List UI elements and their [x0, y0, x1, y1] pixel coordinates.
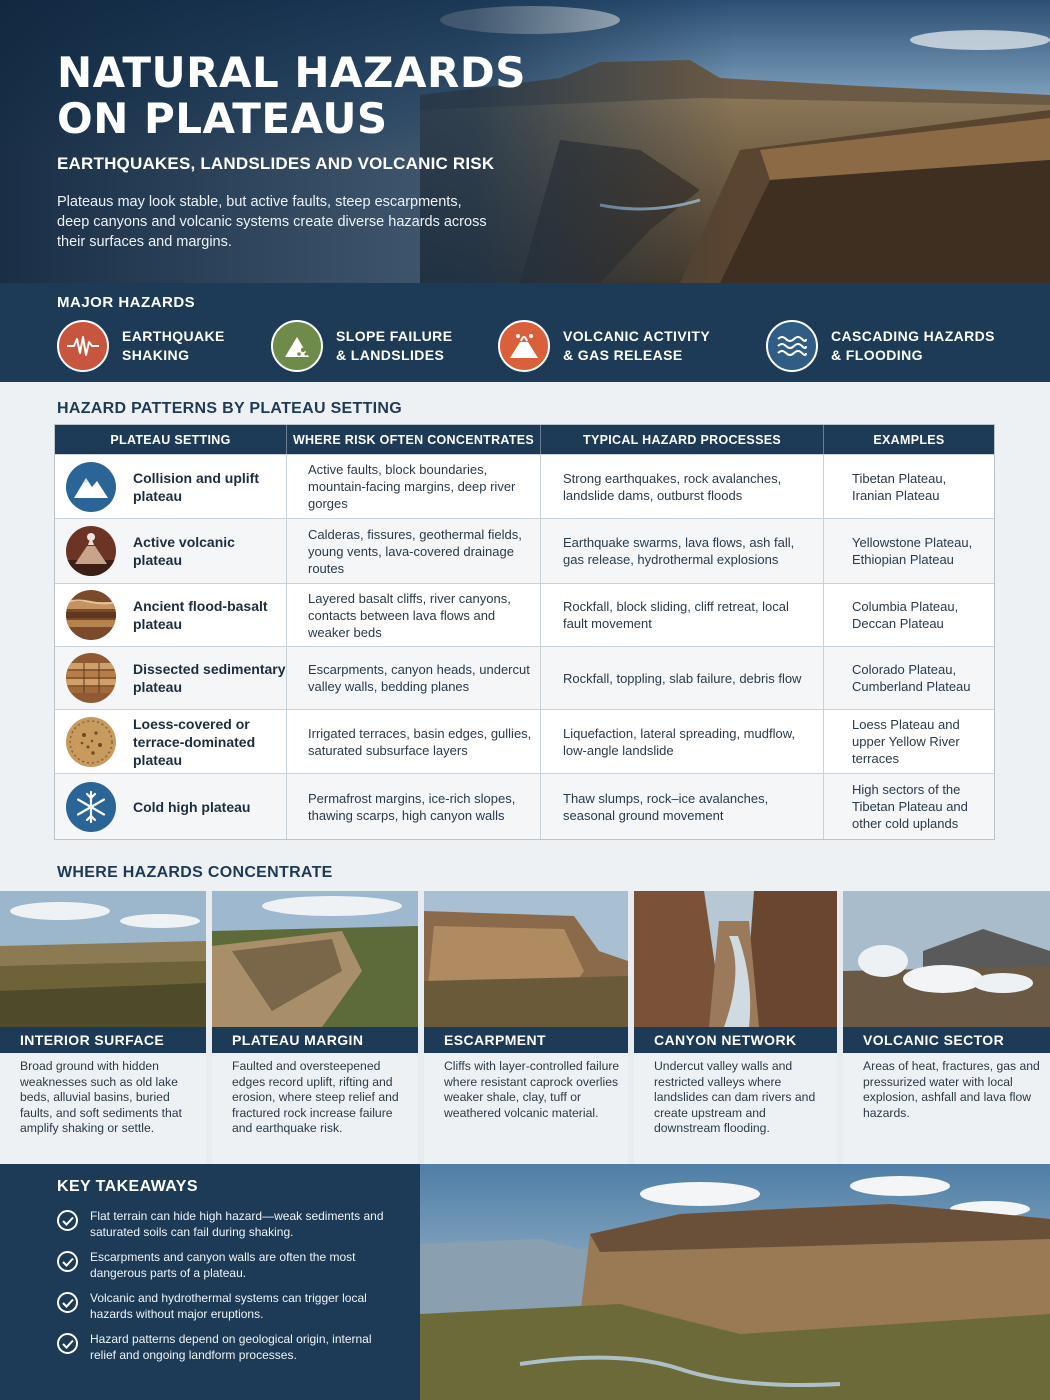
landslide-icon — [271, 320, 323, 372]
table-row — [55, 646, 994, 709]
column-header: WHERE RISK OFTEN CONCENTRATES — [287, 425, 541, 454]
volcanic-sector-photo — [843, 891, 1050, 1027]
check-icon — [57, 1333, 78, 1354]
table-row — [55, 454, 994, 518]
hazard-label: & LANDSLIDES — [336, 347, 445, 363]
hazard-landslide — [271, 320, 486, 372]
zone-label: PLATEAU MARGIN — [212, 1027, 418, 1053]
loess-icon — [66, 717, 116, 767]
takeaway-text: Volcanic and hydrothermal systems can trigger local hazards without major eruptions. — [90, 1291, 367, 1321]
zone-label: VOLCANIC SECTOR — [843, 1027, 1050, 1053]
zone-description: Cliffs with layer-controlled failure where resistant caprock overlies weaker shale, clay, tuff or weathered volcanic material. — [444, 1059, 620, 1120]
plateau-setting-name: Loess-covered or terrace-dominated plateau — [133, 715, 256, 768]
plateau-setting-name: Collision and uplift plateau — [133, 469, 259, 504]
hazard-process-cell: Rockfall, block sliding, cliff retreat, local fault movement — [541, 584, 824, 646]
zone-label: INTERIOR SURFACE — [0, 1027, 206, 1053]
risk-location-cell: Active faults, block boundaries, mountain-facing margins, deep river gorges — [287, 455, 541, 518]
risk-location-cell: Escarpments, canyon heads, undercut valley walls, bedding planes — [287, 647, 541, 709]
volcano-icon — [498, 320, 550, 372]
check-icon — [57, 1251, 78, 1272]
table-row — [55, 773, 994, 839]
volcano-icon — [66, 526, 116, 576]
risk-location-cell: Permafrost margins, ice-rich slopes, thawing scarps, high canyon walls — [287, 774, 541, 839]
risk-location-cell: Irrigated terraces, basin edges, gullies, saturated subsurface layers — [287, 710, 541, 773]
zone-label: CANYON NETWORK — [634, 1027, 837, 1053]
examples-cell: Tibetan Plateau, Iranian Plateau — [852, 470, 947, 503]
plateau-setting-name: Ancient flood-basalt plateau — [133, 598, 268, 632]
hazard-patterns-table — [54, 424, 995, 840]
concentrate-section-title: WHERE HAZARDS CONCENTRATE — [57, 864, 333, 881]
interior-surface-photo — [0, 891, 206, 1027]
hazard-label: & FLOODING — [831, 347, 923, 363]
hazard-label: SHAKING — [122, 347, 190, 363]
zone-panel-volcanic — [843, 891, 1050, 1164]
waves-icon — [766, 320, 818, 372]
page-title: NATURAL HAZARDS ON PLATEAUS — [57, 48, 526, 143]
mountain-icon — [66, 462, 116, 512]
risk-location-cell: Layered basalt cliffs, river canyons, contacts between lava flows and weaker beds — [287, 584, 541, 646]
hazard-label: CASCADING HAZARDS — [831, 328, 995, 344]
zone-description: Undercut valley walls and restricted valleys where landslides can dam rivers and create upstream and downstream flooding. — [654, 1059, 816, 1135]
examples-cell: Colorado Plateau, Cumberland Plateau — [852, 662, 971, 694]
check-icon — [57, 1210, 78, 1231]
key-takeaways-title: KEY TAKEAWAYS — [57, 1178, 198, 1195]
page-subtitle: EARTHQUAKES, LANDSLIDES AND VOLCANIC RISK — [57, 154, 495, 173]
zone-description: Faulted and oversteepened edges record uplift, rifting and erosion, where steep relief and fractured rock increase failure and earthquake risk. — [232, 1059, 399, 1135]
zone-label: ESCARPMENT — [424, 1027, 628, 1053]
zone-panel-escarpment — [424, 891, 628, 1164]
plateau-setting-name: Dissected sedimentary plateau — [133, 661, 286, 695]
takeaway-text: Flat terrain can hide high hazard—weak sediments and saturated soils can fail during shaking. — [90, 1209, 384, 1239]
takeaway-item — [57, 1290, 397, 1322]
basalt-layers-icon — [66, 590, 116, 640]
table-row — [55, 518, 994, 583]
sediment-layers-icon — [66, 653, 116, 703]
hazard-earthquake — [57, 320, 272, 372]
plateau-setting-name: Cold high plateau — [133, 798, 251, 815]
takeaway-item — [57, 1331, 397, 1363]
column-header: EXAMPLES — [873, 432, 945, 447]
table-header — [55, 425, 994, 454]
takeaway-text: Hazard patterns depend on geological origin, internal relief and ongoing landform processes. — [90, 1332, 372, 1362]
zone-panel-canyon — [634, 891, 837, 1164]
table-row — [55, 709, 994, 773]
examples-cell: Loess Plateau and upper Yellow River terraces — [852, 717, 960, 766]
major-hazards-bar — [0, 283, 1050, 382]
takeaway-item — [57, 1249, 397, 1281]
key-takeaways-panel — [0, 1164, 420, 1400]
table-section-title: HAZARD PATTERNS BY PLATEAU SETTING — [57, 400, 403, 417]
examples-cell: Yellowstone Plateau, Ethiopian Plateau — [852, 535, 973, 567]
hazard-label: SLOPE FAILURE — [336, 328, 453, 344]
hazard-zones-panels — [0, 891, 1050, 1164]
risk-location-cell: Calderas, fissures, geothermal fields, young vents, lava-covered drainage routes — [287, 519, 541, 583]
hazard-cascading — [766, 320, 1011, 372]
examples-cell: Columbia Plateau, Deccan Plateau — [852, 599, 959, 631]
takeaway-item — [57, 1208, 397, 1240]
hazard-process-cell: Rockfall, toppling, slab failure, debris flow — [541, 647, 824, 709]
snowflake-icon — [66, 782, 116, 832]
takeaway-text: Escarpments and canyon walls are often the most dangerous parts of a plateau. — [90, 1250, 356, 1280]
major-hazards-title: MAJOR HAZARDS — [57, 294, 196, 311]
zone-panel-interior — [0, 891, 206, 1164]
plateau-setting-name: Active volcanic plateau — [133, 534, 235, 568]
hero-banner — [0, 0, 1050, 283]
hazard-label: VOLCANIC ACTIVITY — [563, 328, 711, 344]
canyon-network-photo — [634, 891, 837, 1027]
zone-description: Areas of heat, fractures, gas and pressurized water with local explosion, ashfall and lava flow hazards. — [863, 1059, 1040, 1120]
zone-panel-margin — [212, 891, 418, 1164]
escarpment-photo — [424, 891, 628, 1027]
hazard-process-cell: Thaw slumps, rock–ice avalanches, seasonal ground movement — [541, 774, 824, 839]
examples-cell: High sectors of the Tibetan Plateau and other cold uplands — [852, 782, 968, 831]
seismograph-icon — [57, 320, 109, 372]
hazard-label: & GAS RELEASE — [563, 347, 683, 363]
hazard-process-cell: Liquefaction, lateral spreading, mudflow, low-angle landslide — [541, 710, 824, 773]
hazard-label: EARTHQUAKE — [122, 328, 225, 344]
column-header: PLATEAU SETTING — [55, 425, 287, 454]
plateau-landscape-bottom-photo — [420, 1164, 1050, 1400]
hazard-process-cell: Strong earthquakes, rock avalanches, landslide dams, outburst floods — [541, 455, 824, 518]
intro-paragraph: Plateaus may look stable, but active faults, steep escarpments, deep canyons and volcanic systems create diverse hazards across their surfaces and margins. — [57, 194, 487, 250]
hazard-process-cell: Earthquake swarms, lava flows, ash fall, gas release, hydrothermal explosions — [541, 519, 824, 583]
plateau-margin-photo — [212, 891, 418, 1027]
zone-description: Broad ground with hidden weaknesses such as old lake beds, alluvial basins, buried faults, and soft sediments that amplify shaking or settle. — [20, 1059, 182, 1135]
hazard-volcanic — [498, 320, 743, 372]
check-icon — [57, 1292, 78, 1313]
table-row — [55, 583, 994, 646]
column-header: TYPICAL HAZARD PROCESSES — [541, 425, 824, 454]
